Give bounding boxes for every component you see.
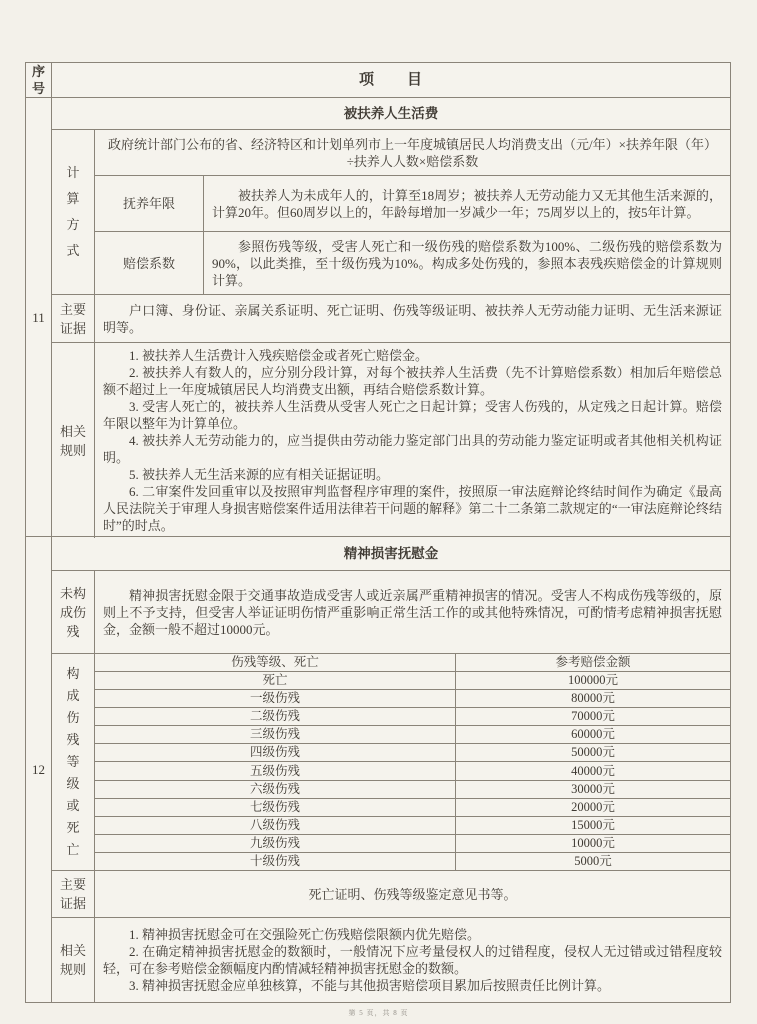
rule-item: 4. 被扶养人无劳动能力的，应当提供由劳动能力鉴定部门出具的劳动能力鉴定证明或者其他相关机构证明。 — [103, 433, 722, 465]
grade-row — [95, 743, 730, 761]
coefficient-row — [95, 231, 730, 295]
formula-cell — [95, 130, 730, 175]
rule-item: 3. 受害人死亡的，被扶养人生活费从受害人死亡之日起计算；受害人伤残的，从定残之日起计算。赔偿年限以整年为计算单位。 — [103, 399, 722, 431]
grade-level: 十级伤残 — [249, 853, 300, 868]
grade-row — [95, 689, 730, 707]
support-years-cell — [203, 176, 730, 231]
rule-item: 5. 被扶养人无生活来源的应有相关证据证明。 — [129, 467, 390, 482]
grade-amount: 10000元 — [455, 835, 730, 852]
support-years-text: 被扶养人为未成年人的，计算至18周岁；被扶养人无劳动能力又无其他生活来源的，计算20年。但60周岁以上的，年龄每增加一岁减少一年；75周岁以上的，按5年计算。 — [212, 187, 722, 220]
calc-method-label: 计算方式 — [66, 165, 80, 258]
rules-cell-12 — [94, 918, 730, 1002]
grade-amount: 70000元 — [455, 708, 730, 725]
rule-item: 1. 精神损害抚慰金可在交强险死亡伤残赔偿限额内优先赔偿。 — [129, 927, 481, 942]
section-title-12: 精神损害抚慰金 — [343, 546, 439, 561]
grade-amount: 40000元 — [455, 762, 730, 779]
rules-label-11: 相关规则 — [59, 423, 86, 458]
grade-amount: 60000元 — [455, 726, 730, 743]
grade-row — [95, 816, 730, 834]
disability-grade-row — [52, 653, 730, 870]
support-years-label: 抚养年限 — [122, 196, 175, 211]
section-row-11 — [26, 97, 730, 536]
grade-level: 六级伤残 — [249, 781, 300, 796]
grade-table — [94, 654, 730, 870]
grade-amount: 30000元 — [455, 781, 730, 798]
grade-amount: 5000元 — [455, 853, 730, 870]
page-footer: 第 5 页，共 8 页 — [348, 1009, 409, 1017]
seq-cell-11: 11 — [32, 309, 45, 325]
evidence-text-11: 户口簿、身份证、亲属关系证明、死亡证明、伤残等级证明、被扶养人无劳动能力证明、无生活来源证明等。 — [103, 302, 722, 335]
grade-level: 九级伤残 — [249, 835, 300, 850]
rules-cell-11 — [94, 343, 730, 538]
evidence-label-11: 主要证据 — [59, 301, 86, 336]
grade-level: 七级伤残 — [249, 799, 300, 814]
grade-level: 二级伤残 — [249, 709, 300, 724]
grade-level: 四级伤残 — [249, 745, 300, 760]
grade-amount: 80000元 — [455, 690, 730, 707]
evidence-label-12: 主要证据 — [59, 877, 86, 911]
grade-header-row — [95, 654, 730, 671]
rule-item: 6. 二审案件发回重审以及按照审判监督程序审理的案件，按照原一审法庭辩论终结时间作为确定《最高人民法院关于审理人身损害赔偿案件适用法律若干问题的解释》第二十二条第二款规定的“一审法庭辩论终结时”的时点。 — [103, 484, 722, 533]
rule-item: 1. 被扶养人生活费计入残疾赔偿金或者死亡赔偿金。 — [129, 348, 429, 363]
grade-row — [95, 798, 730, 816]
evidence-text-12: 死亡证明、伤残等级鉴定意见书等。 — [94, 871, 730, 917]
grade-level: 三级伤残 — [249, 727, 300, 742]
rules-list-12 — [95, 922, 730, 998]
grade-header-amount: 参考赔偿金额 — [455, 654, 730, 671]
no-disability-row — [52, 570, 730, 653]
rules-row-11 — [52, 342, 730, 538]
grade-row — [95, 671, 730, 689]
section-title-11: 被扶养人生活费 — [343, 106, 439, 121]
table-header-row — [26, 63, 730, 97]
coefficient-cell — [203, 232, 730, 295]
evidence-row-12 — [52, 870, 730, 917]
formula-text: 政府统计部门公布的省、经济特区和计划单列市上一年度城镇居民人均消费支出（元/年）×扶养年限（年）÷扶养人人数×赔偿系数 — [108, 136, 717, 169]
grade-level: 一级伤残 — [249, 691, 300, 706]
section-row-12 — [26, 536, 730, 1002]
grade-header-level: 伤残等级、死亡 — [231, 655, 319, 670]
grade-level: 死亡 — [262, 673, 288, 688]
rule-item: 2. 在确定精神损害抚慰金的数额时，一般情况下应考量侵权人的过错程度，侵权人无过错或过错程度较轻，可在参考赔偿金额幅度内酌情减轻精神损害抚慰金的数额。 — [103, 944, 722, 976]
grade-amount: 100000元 — [455, 672, 730, 689]
rule-item: 3. 精神损害抚慰金应单独核算，不能与其他损害赔偿项目累加后按照责任比例计算。 — [129, 978, 611, 993]
support-years-row — [95, 175, 730, 231]
grade-row — [95, 707, 730, 725]
seq-cell-12: 12 — [32, 762, 45, 777]
no-disability-cell — [94, 571, 730, 653]
coefficient-label: 赔偿系数 — [122, 256, 175, 271]
grade-amount: 20000元 — [455, 799, 730, 816]
header-item: 项 目 — [51, 63, 730, 97]
rule-item: 2. 被扶养人有数人的，应分别分段计算，对每个被扶养人生活费（先不计算赔偿系数）相加后年赔偿总额不超过上一年度城镇居民人均消费支出额，再结合赔偿系数计算。 — [103, 365, 722, 397]
grade-amount: 50000元 — [455, 744, 730, 761]
grade-row — [95, 725, 730, 743]
rules-row-12 — [52, 917, 730, 1002]
calc-method-block — [52, 129, 730, 294]
rules-label-12: 相关规则 — [59, 943, 86, 977]
header-seq: 序号 — [31, 64, 45, 96]
no-disability-label: 未构成伤残 — [59, 585, 86, 639]
evidence-row-11 — [52, 294, 730, 342]
grade-amount: 15000元 — [455, 817, 730, 834]
rules-list-11 — [95, 343, 730, 538]
grade-row — [95, 852, 730, 870]
grade-row — [95, 834, 730, 852]
grade-level: 八级伤残 — [249, 817, 300, 832]
coefficient-text: 参照伤残等级，受害人死亡和一级伤残的赔偿系数为100%、二级伤残的赔偿系数为90%，以此类推，至十级伤残为10%。构成多处伤残的，参照本表残疾赔偿金的计算规则计算。 — [212, 239, 722, 288]
grade-row — [95, 780, 730, 798]
disability-grade-label: 构成伤残等级或死亡 — [66, 666, 80, 857]
compensation-table — [25, 62, 731, 1003]
evidence-cell-11 — [94, 295, 730, 342]
no-disability-text: 精神损害抚慰金限于交通事故造成受害人或近亲属严重精神损害的情况。受害人不构成伤残等级的，原则上不予支持，但受害人举证证明伤情严重影响正常生活工作的或其他特殊情况，可酌情考虑精神损害抚慰金，金额一般不超过10000元。 — [103, 587, 722, 637]
grade-row — [95, 761, 730, 779]
grade-level: 五级伤残 — [249, 763, 300, 778]
